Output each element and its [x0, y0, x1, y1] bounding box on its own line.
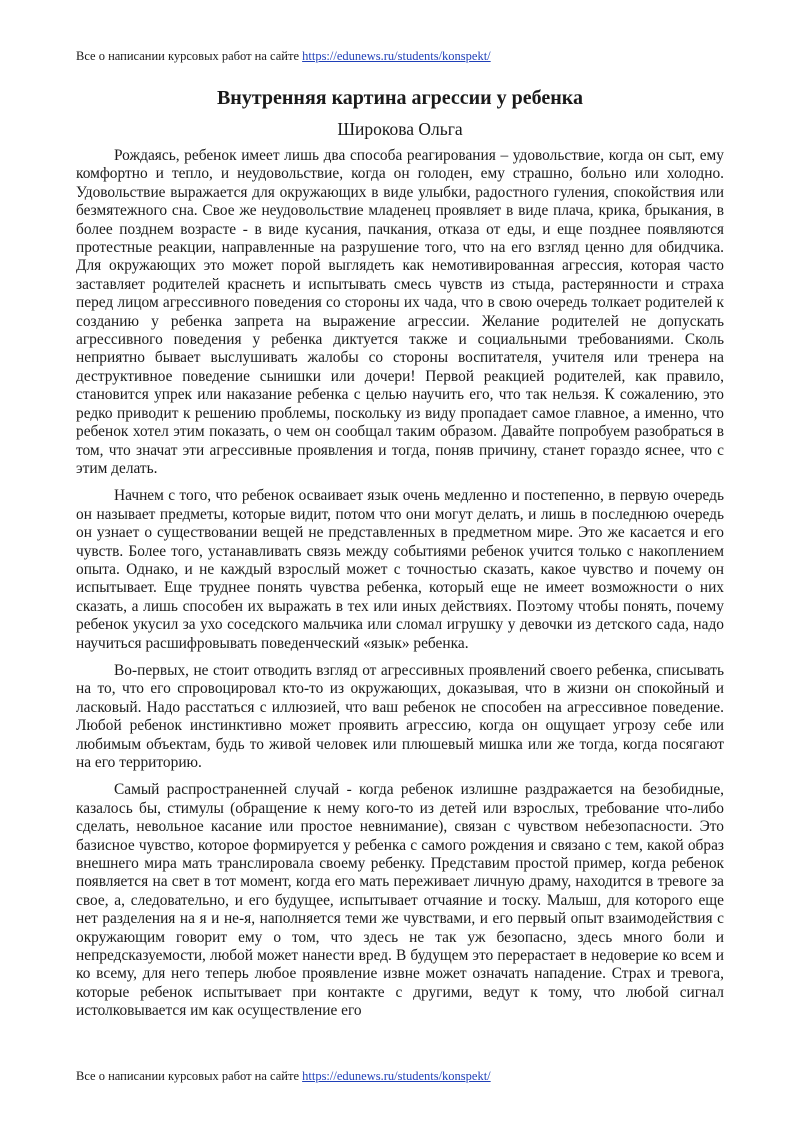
- paragraph: Во-первых, не стоит отводить взгляд от агрессивных проявлений своего ребенка, списывать на то, что его спровоцировал кто-то из окружающих, доказывая, что в жизни он спокойный и ласковый. Надо расстаться с иллюзией, что ваш ребенок не способен на агрессивное поведение. Любой ребенок инстинктивно может проявить агрессию, когда он ощущает угрозу себе или любимым объектам, будь то живой человек или плюшевый мишка или же тогда, когда посягают на его территорию.: [76, 661, 724, 771]
- header-link[interactable]: https://edunews.ru/students/konspekt/: [302, 49, 491, 63]
- author-name: Широкова Ольга: [337, 119, 463, 139]
- header-text: Все о написании курсовых работ на сайте: [76, 49, 303, 63]
- footer-link[interactable]: https://edunews.ru/students/konspekt/: [302, 1069, 491, 1083]
- paragraph: Рождаясь, ребенок имеет лишь два способа реагирования – удовольствие, когда он сыт, ему комфортно и тепло, и неудовольствие, когда он голоден, ему страшно, больно или холодно. Удовольствие выражается для окружающих в виде улыбки, радостного гуления, спокойствия или безмятежного сна. Свое же неудовольствие младенец проявляет в виде плача, крика, брыкания, в более позднем возрасте - в виде кусания, пачкания, отказа от еды, и еще позднее появляются протестные реакции, направленные на разрушение того, что на его взгляд ценно для обидчика. Для окружающих это может порой выглядеть как немотивированная агрессия, которая часто заставляет родителей краснеть и испытывать смесь чувств из стыда, растерянности и страха перед лицом агрессивного поведения со стороны их чада, что в свою очередь толкает родителей к созданию у ребенка запрета на выражение агрессии. Желание родителей не допускать агрессивного поведения у ребенка диктуется также и социальными требованиями. Сколь неприятно бывает выслушивать жалобы со стороны воспитателя, учителя или тренера на деструктивное поведение сынишки или дочери! Первой реакцией родителей, как правило, становится упрек или наказание ребенка с целью научить его, что так нельзя. К сожалению, это редко приводит к решению проблемы, поскольку из виду пропадает самое главное, а именно, что ребенок хотел этим показать, о чем он сообщал таким образом. Давайте попробуем разобраться в том, что значат эти агрессивные проявления и тогда, поняв причину, станет гораздо яснее, что с этим делать.: [76, 147, 724, 477]
- page-header: [76, 48, 491, 64]
- footer-text: Все о написании курсовых работ на сайте: [76, 1069, 303, 1083]
- document-title: Внутренняя картина агрессии у ребенка: [216, 87, 584, 109]
- paragraph: Самый распространенней случай - когда ребенок излишне раздражается на безобидные, казалось бы, стимулы (обращение к нему кого-то из детей или взрослых, требование что-либо сделать, невольное касание или простое невнимание), связан с чувством небезопасности. Это базисное чувство, которое формируется у ребенка с самого рождения и связано с тем, какой образ внешнего мира мать транслировала своему ребенку. Представим простой пример, когда ребенок появляется на свет в тот момент, когда его мать переживает личную драму, находится в тревоге за свое, а, следовательно, и его будущее, испытывает отчаяние и тоску. Малыш, для которого еще нет разделения на я и не-я, наполняется теми же чувствами, и его первый опыт взаимодействия с окружающим говорит ему о том, что здесь не так уж безопасно, здесь много боли и непредсказуемости, любой может нанести вред. В будущем это перерастает в недоверие ко всем и ко всему, для него теперь любое проявление извне может означать нападение. Страх и тревога, которые ребенок испытывает при контакте с другими, ведут к тому, что любой сигнал истолковывается им как осуществление его: [76, 781, 724, 1020]
- document-body: [76, 147, 724, 1021]
- paragraph: Начнем с того, что ребенок осваивает язык очень медленно и постепенно, в первую очередь он называет предметы, которые видит, потом что они могут делать, и лишь в последнюю очередь он узнает о существовании вещей не представленных в предметном мире. Это же касается и его чувств. Более того, устанавливать связь между событиями ребенок учится только с накоплением опыта. Однако, и не каждый взрослый может с точностью сказать, какое чувство и почему он испытывает. Еще труднее понять чувства ребенка, который еще не имеет возможности о них сказать, а лишь способен их выражать в тех или иных действиях. Поэтому чтобы понять, почему ребенок укусил за ухо соседского мальчика или сломал игрушку у девочки из детского сада, надо научиться расшифровывать поведенческий «язык» ребенка.: [76, 487, 724, 652]
- page-footer: [76, 1068, 491, 1084]
